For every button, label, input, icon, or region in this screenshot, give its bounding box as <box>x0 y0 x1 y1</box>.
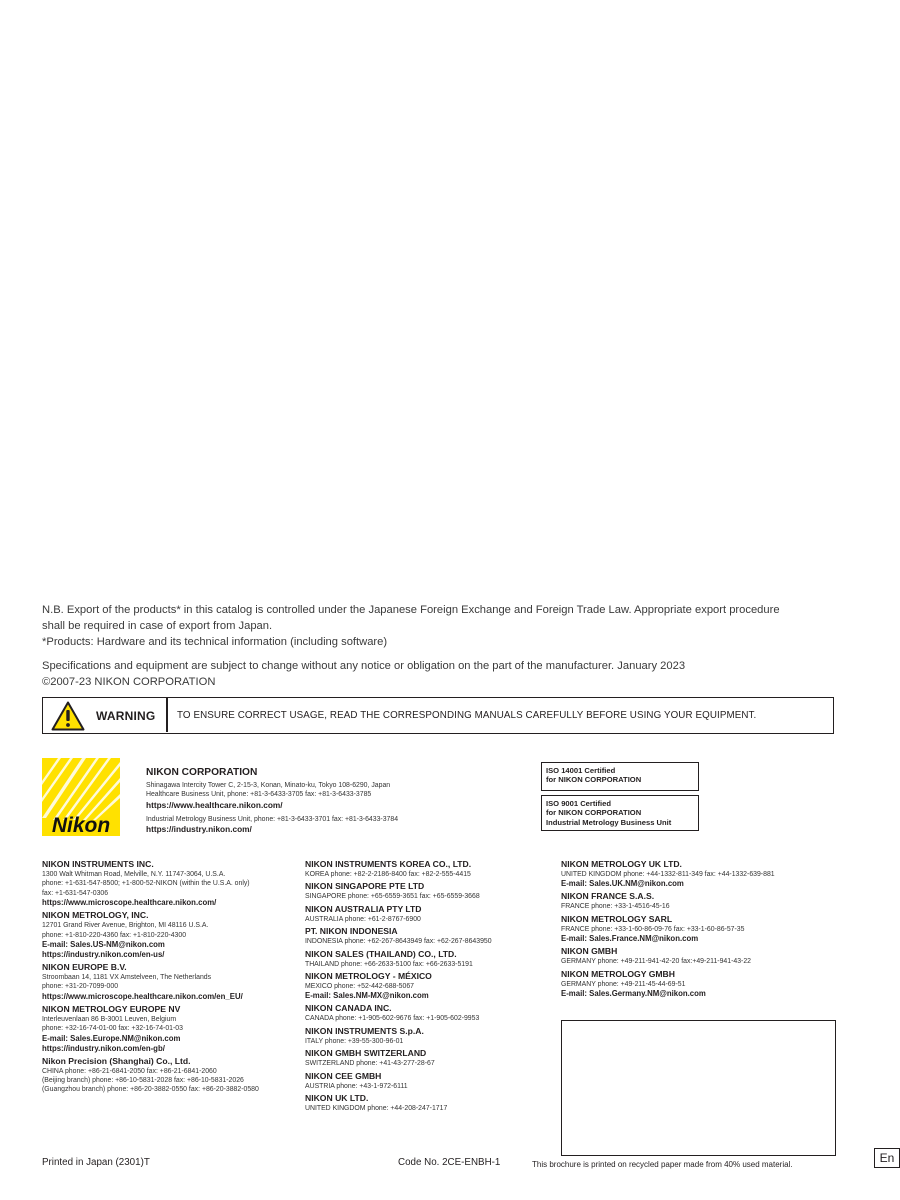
office-contact-line: GERMANY phone: +49-211-45-44-69-51 <box>561 980 686 988</box>
office-contact-line: phone: +1-810-220-4360 fax: +1-810-220-4300 <box>42 931 187 939</box>
office-entry <box>305 1003 555 1023</box>
office-contact-line: fax: +1-631-547-0306 <box>42 889 109 897</box>
office-contact-line: phone: +1-631-547-8500; +1-800-52-NIKON (within the U.S.A. only) <box>42 880 250 888</box>
office-name: Nikon Precision (Shanghai) Co., Ltd. <box>42 1055 191 1066</box>
language-badge: En <box>874 1148 900 1168</box>
office-link[interactable]: https://industry.nikon.com/en-gb/ <box>42 1043 165 1053</box>
office-entry <box>561 969 841 999</box>
office-name: NIKON METROLOGY SARL <box>561 913 673 924</box>
office-contact-line: Stroombaan 14, 1181 VX Amstelveen, The Netherlands <box>42 974 212 982</box>
office-entry <box>561 946 841 966</box>
headquarters-block <box>146 767 526 835</box>
office-name: PT. NIKON INDONESIA <box>305 926 398 937</box>
office-name: NIKON INSTRUMENTS S.p.A. <box>305 1025 424 1036</box>
printed-in-label: Printed in Japan (2301)T <box>42 1157 150 1168</box>
hq-metrology-url[interactable]: https://industry.nikon.com/ <box>146 824 252 835</box>
iso-line: ISO 9001 Certified <box>546 799 611 808</box>
office-contact-line: ITALY phone: +39-55-300-96-01 <box>305 1037 404 1045</box>
office-entry <box>561 859 841 889</box>
office-link[interactable]: E-mail: Sales.UK.NM@nikon.com <box>561 879 684 889</box>
office-contact-line: THAILAND phone: +66-2633-5100 fax: +66-2633-5191 <box>305 960 473 968</box>
office-name: NIKON SALES (THAILAND) CO., LTD. <box>305 948 457 959</box>
office-contact-line: 1300 Walt Whitman Road, Melville, N.Y. 11747-3064, U.S.A. <box>42 871 226 878</box>
warning-text: TO ENSURE CORRECT USAGE, READ THE CORRESPONDING MANUALS CAREFULLY BEFORE USING YOUR EQUIPMENT. <box>177 710 757 721</box>
office-entry <box>305 1071 555 1091</box>
office-contact-line: CHINA phone: +86-21-6841-2050 fax: +86-21-6841-2060 <box>42 1067 217 1075</box>
office-link[interactable]: E-mail: Sales.Europe.NM@nikon.com <box>42 1033 181 1043</box>
office-entry <box>561 914 841 944</box>
export-notice-line: shall be required in case of export from Japan. <box>42 620 273 632</box>
office-contact-line: Interleuvenlaan 86 B-3001 Leuven, Belgium <box>42 1015 177 1023</box>
iso9001-badge <box>541 795 699 831</box>
office-link[interactable]: E-mail: Sales.NM-MX@nikon.com <box>305 991 429 1001</box>
office-link[interactable]: https://industry.nikon.com/en-us/ <box>42 950 165 960</box>
hq-address: Shinagawa Intercity Tower C, 2-15-3, Konan, Minato-ku, Tokyo 108-6290, Japan <box>146 782 391 789</box>
office-link[interactable]: https://www.microscope.healthcare.nikon.com/ <box>42 898 217 908</box>
office-list-column-3 <box>561 859 841 1001</box>
office-contact-line: INDONESIA phone: +62-267-8643949 fax: +62-267-8643950 <box>305 938 492 946</box>
hq-healthcare-contact: Healthcare Business Unit, phone: +81-3-6433-3705 fax: +81-3-6433-3785 <box>146 791 372 799</box>
office-contact-line: FRANCE phone: +33-1-60-86-09-76 fax: +33-1-60-86-57-35 <box>561 925 745 933</box>
office-entry <box>305 949 555 969</box>
code-number: Code No. 2CE-ENBH-1 <box>398 1157 501 1168</box>
office-entry <box>305 971 555 1001</box>
warning-divider <box>166 698 168 732</box>
dealer-stamp-box <box>561 1020 836 1156</box>
office-contact-line: KOREA phone: +82-2-2186-8400 fax: +82-2-555-4415 <box>305 871 471 878</box>
office-entry <box>42 910 292 960</box>
office-link[interactable]: E-mail: Sales.US-NM@nikon.com <box>42 940 165 950</box>
office-name: NIKON CEE GMBH <box>305 1070 382 1081</box>
office-contact-line: FRANCE phone: +33-1-4516-45-16 <box>561 903 670 911</box>
office-entry <box>42 962 292 1002</box>
office-entry <box>305 904 555 924</box>
office-contact-line: SINGAPORE phone: +65-6559-3651 fax: +65-6559-3668 <box>305 893 480 901</box>
office-contact-line: UNITED KINGDOM phone: +44-1332-811-349 fax: +44-1332-639-881 <box>561 871 775 878</box>
office-name: NIKON METROLOGY GMBH <box>561 968 675 979</box>
iso-line: for NIKON CORPORATION <box>546 808 642 818</box>
warning-label: WARNING <box>96 709 156 723</box>
office-contact-line: phone: +31-20-7099-000 <box>42 983 119 991</box>
office-name: NIKON INSTRUMENTS KOREA CO., LTD. <box>305 859 472 869</box>
office-entry <box>42 1004 292 1054</box>
export-notice-line: N.B. Export of the products* in this catalog is controlled under the Japanese Foreign Exchange and Foreign Trade Law. Appropriate export procedure <box>42 604 780 616</box>
office-name: NIKON METROLOGY - MÉXICO <box>305 971 432 982</box>
copyright-line: ©2007-23 NIKON CORPORATION <box>42 676 216 688</box>
office-entry <box>42 859 292 908</box>
office-name: NIKON INSTRUMENTS INC. <box>42 859 154 869</box>
office-entry <box>305 926 555 946</box>
office-contact-line: UNITED KINGDOM phone: +44-208-247-1717 <box>305 1105 448 1113</box>
logo-wordmark: Nikon <box>51 814 111 836</box>
iso-line: Industrial Metrology Business Unit <box>546 817 672 827</box>
office-name: NIKON GMBH SWITZERLAND <box>305 1048 427 1059</box>
office-contact-line: GERMANY phone: +49-211-941-42-20 fax:+49-211-941-43-22 <box>561 958 751 966</box>
iso-line: ISO 14001 Certified <box>546 766 616 775</box>
office-contact-line: AUSTRIA phone: +43-1-972-6111 <box>305 1082 408 1090</box>
office-contact-line: CANADA phone: +1-905-602-9676 fax: +1-905-602-9953 <box>305 1015 480 1023</box>
office-contact-line: MEXICO phone: +52-442-688-5067 <box>305 983 414 991</box>
warning-triangle-icon <box>51 701 85 731</box>
office-entry <box>561 891 841 911</box>
export-notice <box>42 602 842 650</box>
nikon-logo <box>42 758 120 836</box>
office-name: NIKON CANADA INC. <box>305 1003 392 1014</box>
office-link[interactable]: https://www.microscope.healthcare.nikon.com/en_EU/ <box>42 991 243 1001</box>
warning-box <box>42 697 834 734</box>
hq-metrology-contact: Industrial Metrology Business Unit, phone: +81-3-6433-3701 fax: +81-3-6433-3784 <box>146 815 399 823</box>
office-contact-line: (Beijing branch) phone: +86-10-5831-2028 fax: +86-10-5831-2026 <box>42 1077 244 1085</box>
office-link[interactable]: E-mail: Sales.Germany.NM@nikon.com <box>561 989 706 999</box>
office-link[interactable]: E-mail: Sales.France.NM@nikon.com <box>561 934 699 944</box>
office-contact-line: phone: +32-16-74-01-00 fax: +32-16-74-01-03 <box>42 1025 183 1033</box>
hq-company-name: NIKON CORPORATION <box>146 767 258 778</box>
office-entry <box>305 1026 555 1046</box>
office-name: NIKON GMBH <box>561 946 618 957</box>
recycled-paper-note: This brochure is printed on recycled paper made from 40% used material. <box>532 1160 793 1169</box>
office-entry <box>305 1048 555 1068</box>
office-name: NIKON SINGAPORE PTE LTD <box>305 881 425 892</box>
iso14001-badge <box>541 762 699 791</box>
office-name: NIKON FRANCE S.A.S. <box>561 891 655 902</box>
office-entry <box>305 1093 555 1113</box>
office-name: NIKON METROLOGY, INC. <box>42 910 149 921</box>
office-name: NIKON EUROPE B.V. <box>42 962 127 973</box>
office-name: NIKON METROLOGY UK LTD. <box>561 859 682 869</box>
office-name: NIKON UK LTD. <box>305 1093 369 1104</box>
hq-healthcare-url[interactable]: https://www.healthcare.nikon.com/ <box>146 799 283 810</box>
office-contact-line: 12701 Grand River Avenue, Brighton, MI 48116 U.S.A. <box>42 922 209 930</box>
spec-notice-line: Specifications and equipment are subject to change without any notice or obligation on the part of the manufacturer. January 2023 <box>42 660 686 672</box>
office-contact-line: (Guangzhou branch) phone: +86-20-3882-0550 fax: +86-20-3882-0580 <box>42 1086 259 1094</box>
office-name: NIKON METROLOGY EUROPE NV <box>42 1003 181 1014</box>
office-list-column-2 <box>305 859 555 1115</box>
iso-line: for NIKON CORPORATION <box>546 775 642 785</box>
export-notice-line: *Products: Hardware and its technical information (including software) <box>42 636 388 648</box>
office-entry <box>42 1056 292 1095</box>
office-list-column-1 <box>42 859 292 1097</box>
office-entry <box>305 859 555 879</box>
office-entry <box>305 881 555 901</box>
spec-notice <box>42 658 842 690</box>
office-contact-line: AUSTRALIA phone: +61-2-8767-6900 <box>305 915 421 923</box>
office-contact-line: SWITZERLAND phone: +41-43-277-28-67 <box>305 1060 435 1068</box>
office-name: NIKON AUSTRALIA PTY LTD <box>305 903 422 914</box>
